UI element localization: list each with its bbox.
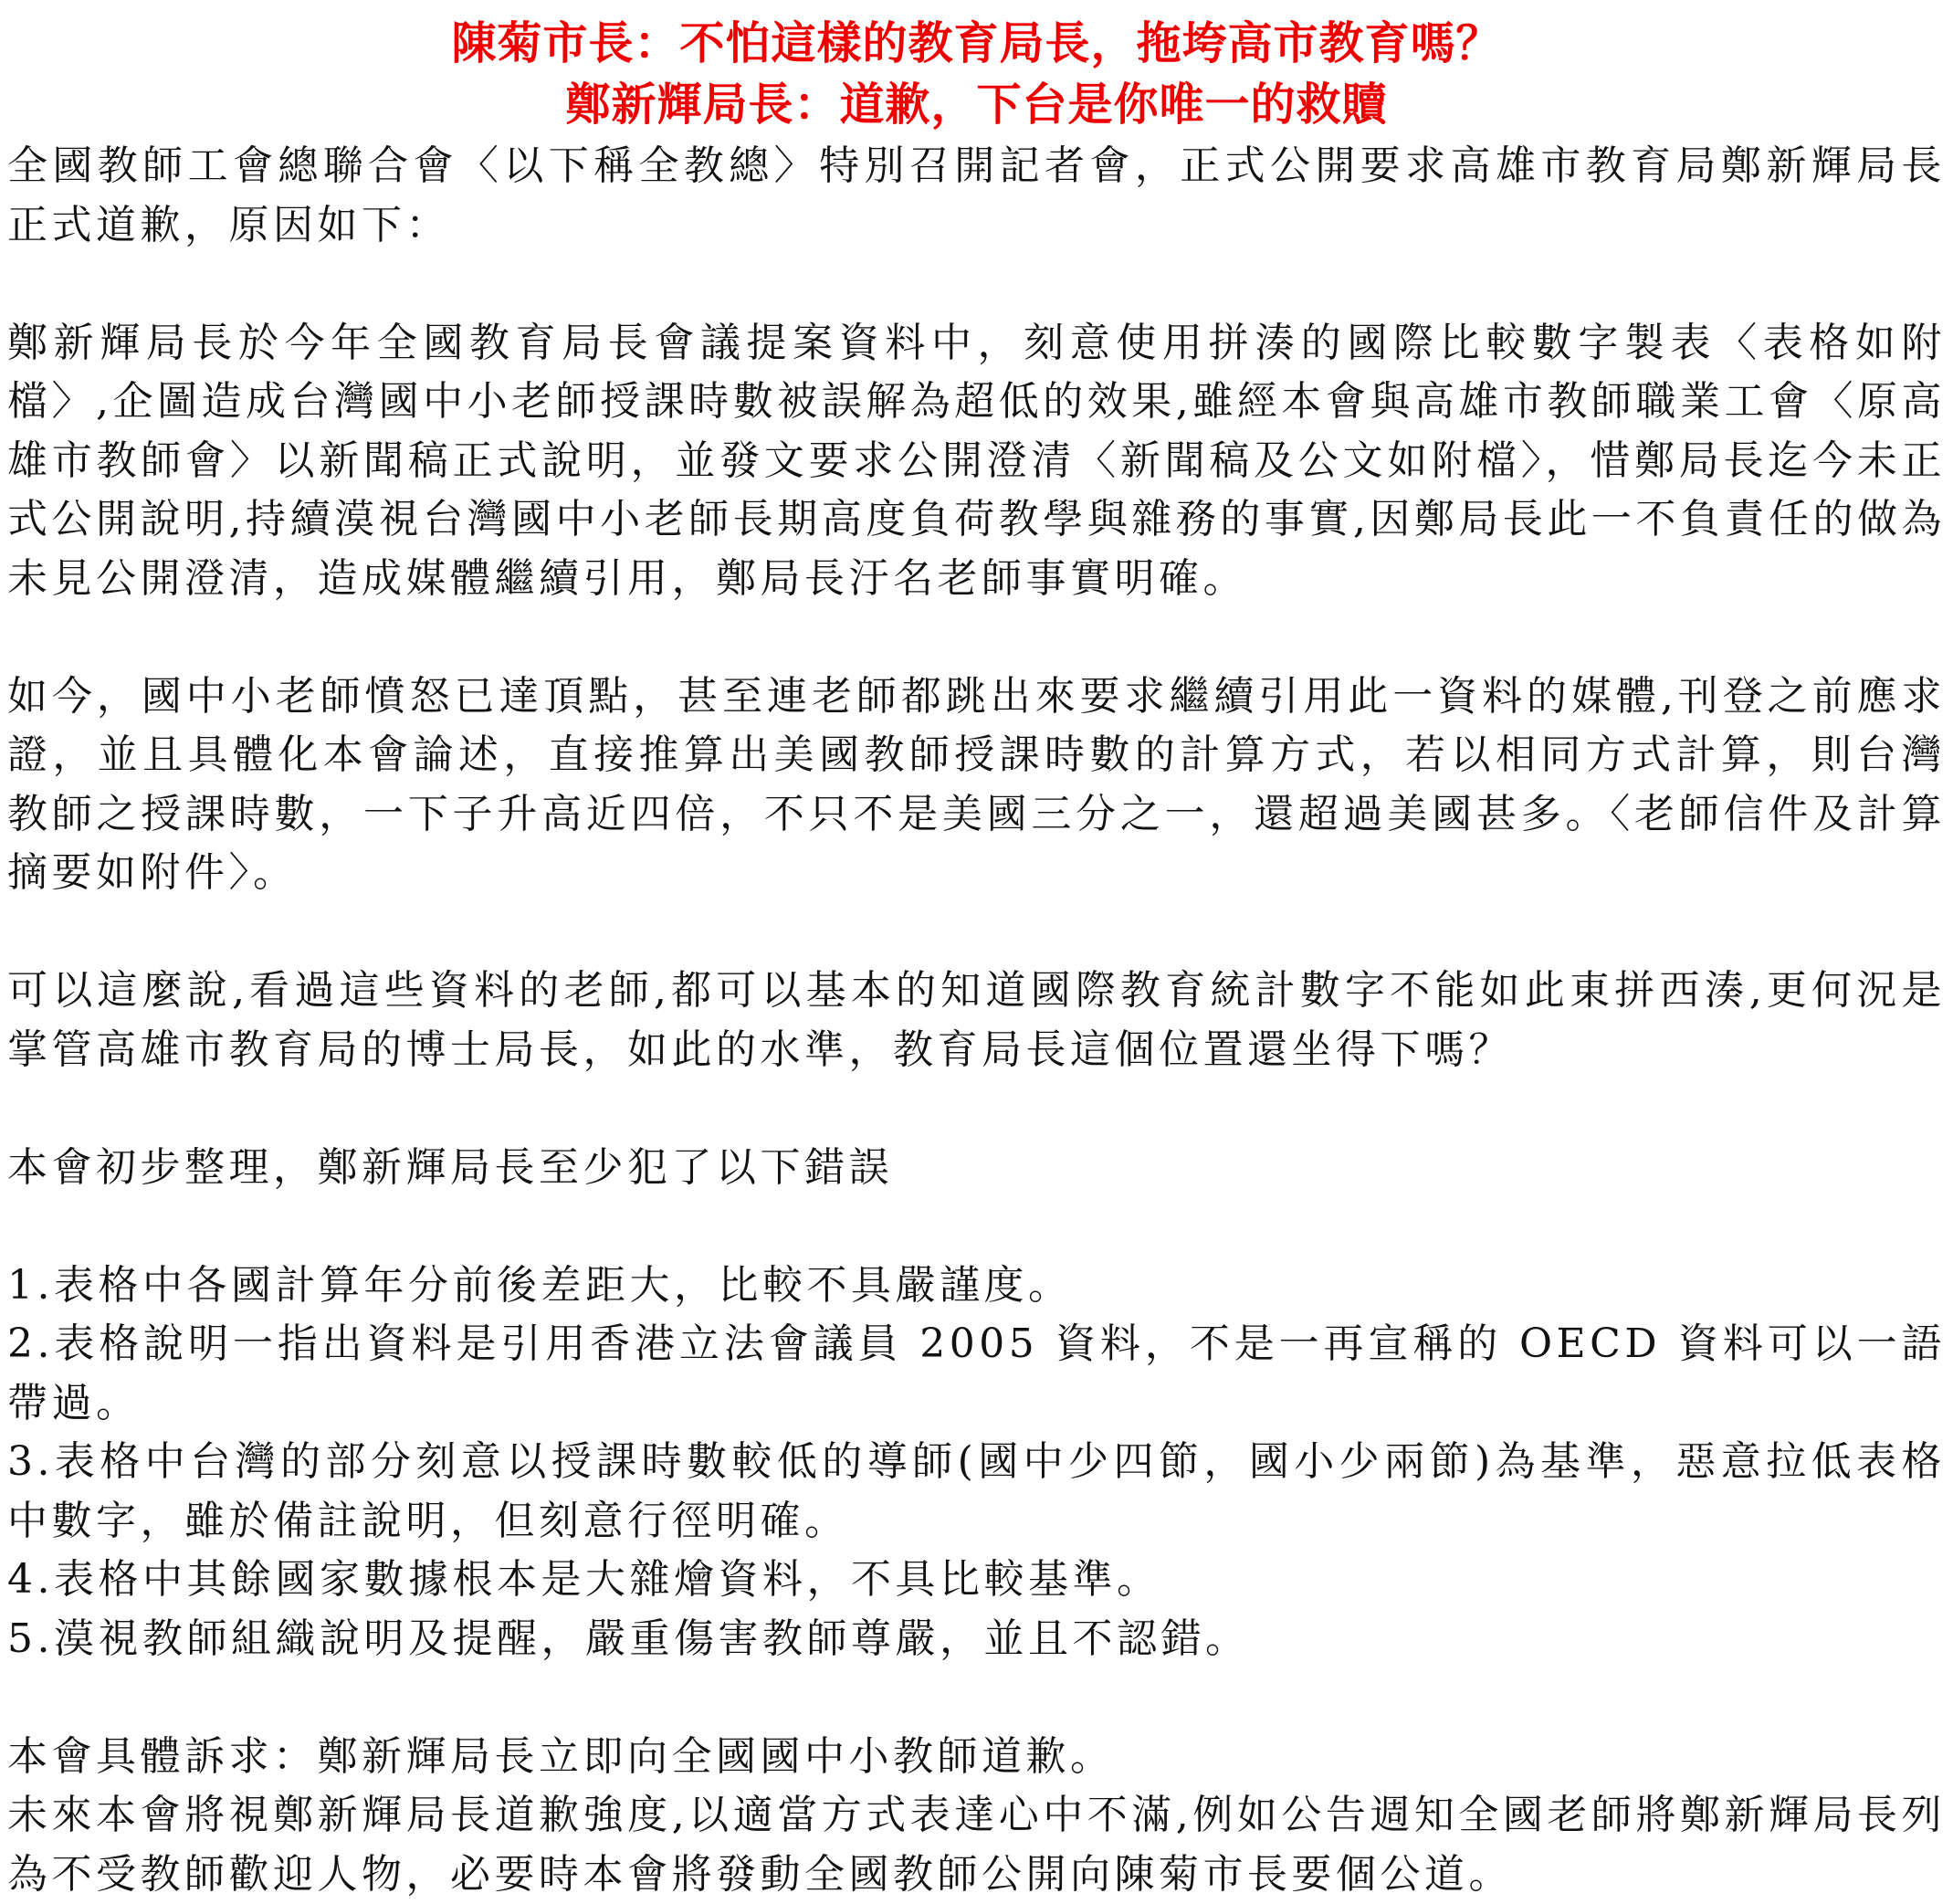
error-item: 2.表格說明一指出資料是引用香港立法會議員 2005 資料，不是一再宣稱的 OECD 資料可以一語帶過。 bbox=[7, 1320, 1946, 1426]
errors-list bbox=[7, 1257, 1946, 1669]
document-body bbox=[7, 137, 1946, 1904]
paragraph-spacer bbox=[7, 903, 1946, 963]
demand-future-action: 未來本會將視鄭新輝局長道歉強度,以適當方式表達心中不滿,例如公告週知全國老師將鄭新輝局長列為不受教師歡迎人物，必要時本會將發動全國教師公開向陳菊市長要個公道。 bbox=[7, 1792, 1946, 1898]
error-item: 5.漠視教師組織說明及提醒，嚴重傷害教師尊嚴，並且不認錯。 bbox=[7, 1615, 1250, 1662]
error-item: 4.表格中其餘國家數據根本是大雜燴資料，不具比較基準。 bbox=[7, 1556, 1161, 1603]
paragraph-spacer bbox=[7, 1197, 1946, 1257]
error-item: 3.表格中台灣的部分刻意以授課時數較低的導師(國中少四節，國小少兩節)為基準，惡意拉低表格中數字，雖於備註說明，但刻意行徑明確。 bbox=[7, 1438, 1946, 1544]
paragraph-spacer bbox=[7, 255, 1946, 314]
headline-line-2: 鄭新輝局長：道歉，下台是你唯一的救贖 bbox=[565, 79, 1388, 131]
paragraph-spacer bbox=[7, 608, 1946, 668]
paragraph-spacer bbox=[7, 1079, 1946, 1139]
paragraph-criticism: 可以這麼說,看過這些資料的老師,都可以基本的知道國際教育統計數字不能如此東拼西湊,更何況是掌管高雄市教育局的博士局長，如此的水準，教育局長這個位置還坐得下嗎？ bbox=[7, 967, 1946, 1073]
headline-line-1: 陳菊市長：不怕這樣的教育局長，拖垮高市教育嗎？ bbox=[451, 17, 1502, 69]
paragraph-teacher-anger: 如今，國中小老師憤怒已達頂點，甚至連老師都跳出來要求繼續引用此一資料的媒體,刊登之前應求證，並且具體化本會論述，直接推算出美國教師授課時數的計算方式，若以相同方式計算，則台灣教師之授課時數，一下子升高近四倍，不只不是美國三分之一，還超過美國甚多。〈老師信件及計算摘要如附件〉。 bbox=[7, 672, 1946, 896]
error-item: 1.表格中各國計算年分前後差距大，比較不具嚴謹度。 bbox=[7, 1261, 1073, 1309]
intro-paragraph: 全國教師工會總聯合會〈以下稱全教總〉特別召開記者會，正式公開要求高雄市教育局鄭新輝局長正式道歉，原因如下： bbox=[7, 142, 1946, 248]
paragraph-background: 鄭新輝局長於今年全國教育局長會議提案資料中，刻意使用拼湊的國際比較數字製表〈表格如附檔〉,企圖造成台灣國中小老師授課時數被誤解為超低的效果,雖經本會與高雄市教師職業工會〈原高雄市教師會〉以新聞稿正式說明，並發文要求公開澄清〈新聞稿及公文如附檔〉，惜鄭局長迄今未正式公開說明,持續漠視台灣國中小老師長期高度負荷教學與雜務的事實,因鄭局長此一不負責任的做為未見公開澄清，造成媒體繼續引用，鄭局長汙名老師事實明確。 bbox=[7, 319, 1946, 602]
errors-intro: 本會初步整理，鄭新輝局長至少犯了以下錯誤 bbox=[7, 1143, 893, 1191]
demand-apology: 本會具體訴求：鄭新輝局長立即向全國國中小教師道歉。 bbox=[7, 1732, 1115, 1780]
paragraph-spacer bbox=[7, 1668, 1946, 1728]
